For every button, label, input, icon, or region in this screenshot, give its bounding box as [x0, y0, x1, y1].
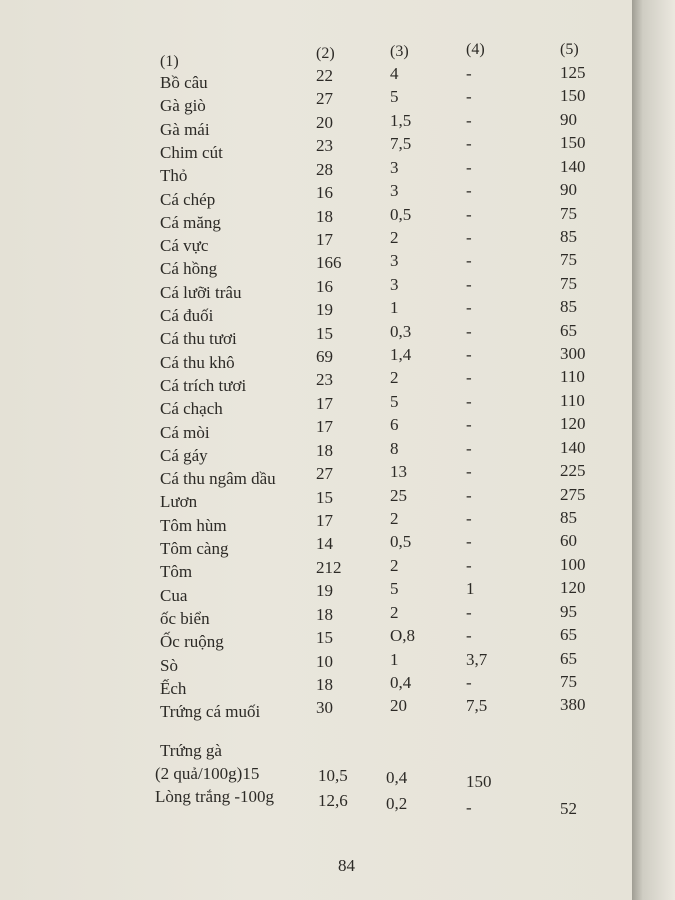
row-col-2: 27 [316, 89, 333, 108]
row-col-4: - [466, 111, 472, 130]
row-name: Sò [160, 656, 178, 675]
row-col-4: - [466, 368, 472, 387]
row-name: Cá hồng [160, 259, 218, 278]
row-col-4: - [466, 228, 472, 247]
row-col-4: - [466, 415, 472, 434]
row-col-2: 18 [316, 675, 333, 694]
row-name: Cá mòi [160, 423, 210, 442]
row-name: Cua [160, 586, 188, 605]
row-col-2: 18 [316, 605, 333, 624]
row-col-2: 18 [316, 441, 333, 460]
header-col-2: (2) [316, 45, 335, 62]
row-col-4: - [466, 134, 472, 153]
row-name: Gà giò [160, 96, 206, 115]
row-col-4: - [466, 532, 472, 551]
row-col-4: 1 [466, 579, 475, 598]
row-name: Thỏ [160, 166, 188, 185]
row-col-2: 15 [316, 628, 333, 647]
row-col-5: 125 [560, 63, 586, 82]
row-col-3: 0,4 [390, 673, 412, 692]
row-name: Cá chép [160, 190, 216, 209]
row-col-3: 13 [390, 462, 407, 481]
row-col-3: 3 [390, 158, 399, 177]
row-name: Tôm hùm [160, 516, 227, 535]
row-col-5: 65 [560, 649, 577, 668]
row-col-5: 380 [560, 695, 586, 714]
row-col-5: 120 [560, 414, 586, 433]
row-col-5: 75 [560, 672, 577, 691]
row-name: Ếch [160, 679, 187, 698]
row-col-2: 166 [316, 253, 342, 272]
row-col-4: - [466, 462, 472, 481]
row-name: Tôm [160, 562, 193, 581]
white-row-col-5: 52 [560, 799, 577, 818]
row-col-2: 16 [316, 277, 333, 296]
row-col-3: 5 [390, 579, 399, 598]
row-col-4: - [466, 626, 472, 645]
row-col-3: 2 [390, 228, 399, 247]
row-col-5: 140 [560, 157, 586, 176]
row-col-5: 120 [560, 578, 586, 597]
row-col-3: 2 [390, 556, 399, 575]
row-col-5: 65 [560, 321, 577, 340]
egg-row-col-3: 0,4 [386, 768, 408, 787]
book-spine [632, 0, 675, 900]
page-number: 84 [338, 856, 355, 875]
egg-row-col-4: 150 [466, 772, 492, 791]
row-col-5: 90 [560, 110, 577, 129]
row-col-5: 75 [560, 274, 577, 293]
row-col-4: - [466, 181, 472, 200]
row-col-4: - [466, 392, 472, 411]
row-col-4: - [466, 439, 472, 458]
egg-label: Trứng gà [160, 741, 222, 760]
row-col-3: 2 [390, 509, 399, 528]
row-col-4: - [466, 205, 472, 224]
row-col-2: 14 [316, 534, 333, 553]
row-name: Cá gáy [160, 446, 208, 465]
row-col-4: - [466, 158, 472, 177]
row-col-5: 85 [560, 227, 577, 246]
row-name: Trứng cá muối [160, 702, 261, 721]
row-col-3: 2 [390, 368, 399, 387]
row-col-4: - [466, 87, 472, 106]
row-col-5: 225 [560, 461, 586, 480]
row-col-3: 0,5 [390, 532, 412, 551]
row-col-2: 17 [316, 511, 333, 530]
row-col-2: 15 [316, 488, 333, 507]
row-col-5: 100 [560, 555, 586, 574]
row-col-5: 150 [560, 133, 586, 152]
row-col-2: 28 [316, 160, 333, 179]
row-name: Cá thu tươi [160, 329, 237, 348]
white-row-col-2: 12,6 [318, 791, 348, 810]
row-col-5: 90 [560, 180, 577, 199]
white-row-col-3: 0,2 [386, 794, 408, 813]
row-name: Cá trích tươi [160, 376, 247, 395]
row-col-4: 3,7 [466, 650, 488, 669]
header-col-5: (5) [560, 41, 579, 58]
row-col-2: 20 [316, 113, 333, 132]
row-col-4: - [466, 345, 472, 364]
row-col-4: - [466, 275, 472, 294]
row-col-3: 6 [390, 415, 399, 434]
header-col-3: (3) [390, 43, 409, 60]
row-col-3: 4 [390, 64, 399, 83]
row-col-3: O,8 [390, 626, 416, 645]
row-name: Cá chạch [160, 399, 223, 418]
row-col-2: 19 [316, 581, 333, 600]
row-name: Cá thu ngâm dầu [160, 469, 276, 488]
row-col-4: - [466, 673, 472, 692]
row-col-5: 140 [560, 438, 586, 457]
row-col-5: 300 [560, 344, 586, 363]
row-name: Cá vực [160, 236, 209, 255]
row-col-3: 1,4 [390, 345, 412, 364]
row-col-2: 30 [316, 698, 333, 717]
row-col-3: 1 [390, 298, 399, 317]
row-col-5: 85 [560, 297, 577, 316]
row-col-3: 7,5 [390, 134, 412, 153]
row-col-3: 1,5 [390, 111, 412, 130]
row-col-2: 16 [316, 183, 333, 202]
row-col-4: - [466, 298, 472, 317]
row-col-5: 65 [560, 625, 577, 644]
row-col-2: 23 [316, 370, 333, 389]
row-name: Cá đuối [160, 306, 214, 325]
row-col-5: 60 [560, 531, 577, 550]
row-name: Cá thu khô [160, 353, 235, 372]
row-col-2: 17 [316, 394, 333, 413]
row-col-5: 85 [560, 508, 577, 527]
egg-row-col-2: 10,5 [318, 766, 348, 785]
row-col-2: 18 [316, 207, 333, 226]
row-name: Ốc ruộng [160, 632, 224, 651]
row-col-2: 23 [316, 136, 333, 155]
row-col-3: 3 [390, 181, 399, 200]
row-col-3: 5 [390, 392, 399, 411]
row-col-2: 15 [316, 324, 333, 343]
row-col-4: - [466, 556, 472, 575]
row-col-4: - [466, 486, 472, 505]
row-col-5: 150 [560, 86, 586, 105]
row-name: ốc biển [160, 609, 210, 628]
row-col-5: 110 [560, 391, 585, 410]
row-col-3: 5 [390, 87, 399, 106]
row-col-3: 3 [390, 275, 399, 294]
row-col-4: 7,5 [466, 696, 488, 715]
row-name: Tôm càng [160, 539, 229, 558]
header-col-4: (4) [466, 41, 485, 58]
row-name: Cá măng [160, 213, 221, 232]
row-name: Chim cút [160, 143, 223, 162]
row-col-2: 17 [316, 417, 333, 436]
row-col-5: 95 [560, 602, 577, 621]
row-col-3: 20 [390, 696, 407, 715]
row-name: Bồ câu [160, 73, 208, 92]
row-col-4: - [466, 64, 472, 83]
row-col-3: 0,5 [390, 205, 412, 224]
row-col-5: 110 [560, 367, 585, 386]
egg-row-name: (2 quả/100g)15 [155, 764, 260, 783]
row-col-3: 25 [390, 486, 407, 505]
white-row-col-4: - [466, 798, 472, 817]
row-col-2: 19 [316, 300, 333, 319]
row-col-5: 75 [560, 204, 577, 223]
row-col-3: 3 [390, 251, 399, 270]
row-col-3: 1 [390, 650, 399, 669]
row-name: Cá lưỡi trâu [160, 283, 242, 302]
row-col-3: 8 [390, 439, 399, 458]
row-col-2: 27 [316, 464, 333, 483]
row-col-2: 10 [316, 652, 333, 671]
row-col-5: 275 [560, 485, 586, 504]
row-col-4: - [466, 251, 472, 270]
row-name: Gà mái [160, 120, 210, 139]
row-col-5: 75 [560, 250, 577, 269]
white-row-name: Lòng trắng -100g [155, 787, 274, 806]
row-col-2: 22 [316, 66, 333, 85]
row-name: Lươn [160, 492, 198, 511]
row-col-2: 212 [316, 558, 342, 577]
row-col-2: 69 [316, 347, 333, 366]
row-col-3: 0,3 [390, 322, 412, 341]
row-col-3: 2 [390, 603, 399, 622]
row-col-4: - [466, 322, 472, 341]
header-col-1: (1) [160, 53, 179, 70]
row-col-2: 17 [316, 230, 333, 249]
row-col-4: - [466, 509, 472, 528]
row-col-4: - [466, 603, 472, 622]
